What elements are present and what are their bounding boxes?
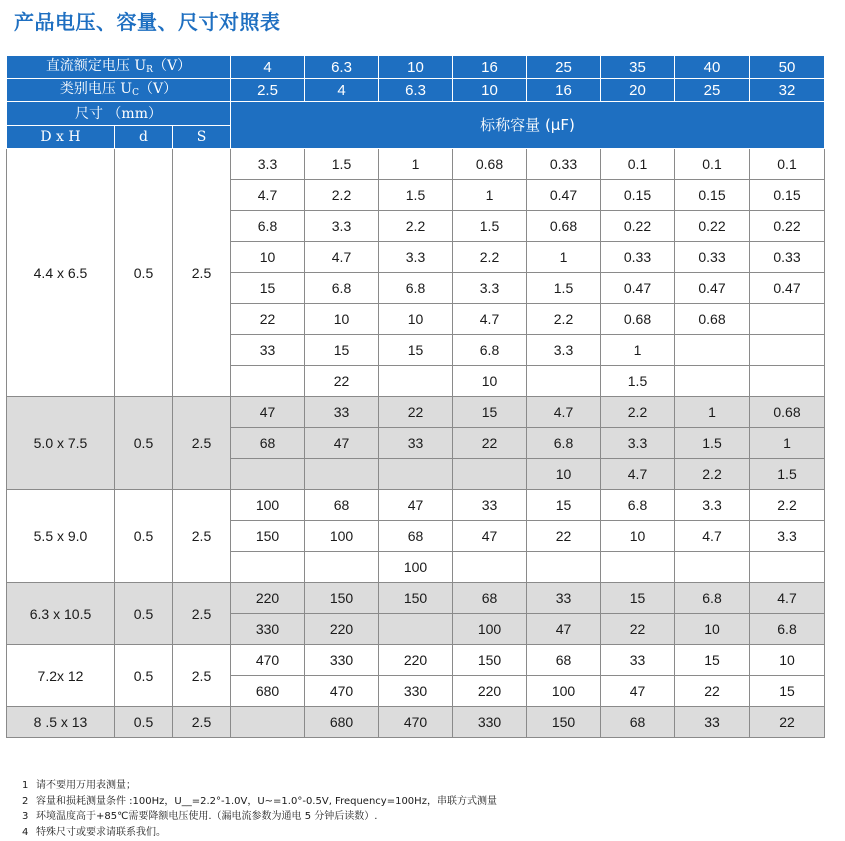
note-text: 容量和损耗测量条件 :100Hz，U__=2.2°-1.0V，U~=1.0°-0.5V, Frequency=100Hz，串联方式测量 (36, 795, 497, 807)
size-group (7, 583, 825, 645)
capacitance-cell: 1.5 (305, 149, 379, 180)
capacitance-cell: 22 (305, 366, 379, 397)
capacitance-cell: 4.7 (231, 180, 305, 211)
capacitance-cell: 3.3 (675, 490, 750, 521)
capacitance-cell: 2.2 (750, 490, 825, 521)
capacitance-cell (750, 304, 825, 335)
capacitance-cell (527, 552, 601, 583)
capacitance-cell: 10 (601, 521, 675, 552)
rated-voltage-row (7, 56, 825, 79)
table-row (7, 645, 825, 676)
capacitance-cell: 15 (453, 397, 527, 428)
capacitance-cell (675, 552, 750, 583)
capacitance-cell: 150 (527, 707, 601, 738)
capacitance-cell: 100 (305, 521, 379, 552)
rated-voltage-cell: 35 (601, 56, 675, 79)
capacitance-cell: 22 (601, 614, 675, 645)
capacitance-cell: 10 (527, 459, 601, 490)
capacitance-cell: 6.8 (379, 273, 453, 304)
capacitance-cell: 33 (527, 583, 601, 614)
col-s: S (173, 126, 231, 149)
capacitance-cell: 22 (231, 304, 305, 335)
capacitance-cell: 0.33 (675, 242, 750, 273)
capacitance-cell: 0.33 (527, 149, 601, 180)
lead-spacing-cell: 2.5 (173, 583, 231, 645)
capacitance-cell: 0.15 (601, 180, 675, 211)
table-row (7, 397, 825, 428)
capacitance-cell: 3.3 (305, 211, 379, 242)
capacitance-cell: 22 (675, 676, 750, 707)
capacitance-cell: 1.5 (750, 459, 825, 490)
table-header (7, 56, 825, 149)
capacitance-cell: 2.2 (675, 459, 750, 490)
lead-diameter-cell: 0.5 (115, 149, 173, 397)
capacitance-cell: 0.68 (675, 304, 750, 335)
category-voltage-cell: 4 (305, 79, 379, 102)
capacitance-cell: 22 (379, 397, 453, 428)
capacitance-cell: 15 (527, 490, 601, 521)
capacitance-cell: 10 (750, 645, 825, 676)
capacitance-cell (453, 552, 527, 583)
capacitance-cell: 2.2 (527, 304, 601, 335)
category-voltage-cell: 25 (675, 79, 750, 102)
rated-voltage-cell: 4 (231, 56, 305, 79)
capacitance-cell (379, 366, 453, 397)
capacitance-cell: 3.3 (750, 521, 825, 552)
note-text: 特殊尺寸或要求请联系我们。 (36, 826, 166, 838)
capacitance-cell: 150 (379, 583, 453, 614)
col-dxh: D x H (7, 126, 115, 149)
capacitance-cell: 47 (379, 490, 453, 521)
capacitance-cell: 680 (305, 707, 379, 738)
category-voltage-cell: 6.3 (379, 79, 453, 102)
capacitance-cell: 0.1 (675, 149, 750, 180)
capacitance-cell: 0.68 (527, 211, 601, 242)
capacitance-cell: 0.47 (750, 273, 825, 304)
capacitance-cell: 330 (379, 676, 453, 707)
lead-spacing-cell: 2.5 (173, 645, 231, 707)
capacitance-cell: 10 (453, 366, 527, 397)
capacitance-cell: 0.1 (750, 149, 825, 180)
lead-spacing-cell: 2.5 (173, 149, 231, 397)
col-d: d (115, 126, 173, 149)
capacitance-cell: 3.3 (379, 242, 453, 273)
capacitance-cell: 4.7 (453, 304, 527, 335)
note-text: 环境温度高于+85℃需要降额电压使用.（漏电流参数为通电 5 分钟后读数）. (36, 811, 378, 822)
capacitance-cell: 4.7 (527, 397, 601, 428)
capacitance-cell: 330 (305, 645, 379, 676)
capacitance-cell (231, 366, 305, 397)
notes (22, 778, 497, 840)
capacitance-cell (305, 552, 379, 583)
category-voltage-cell: 10 (453, 79, 527, 102)
lead-spacing-cell: 2.5 (173, 490, 231, 583)
capacitance-cell: 1.5 (453, 211, 527, 242)
capacitance-cell: 68 (527, 645, 601, 676)
size-label-row (7, 102, 825, 126)
capacitance-cell: 2.2 (453, 242, 527, 273)
capacitance-cell: 470 (379, 707, 453, 738)
capacitance-cell: 220 (231, 583, 305, 614)
category-voltage-cell: 20 (601, 79, 675, 102)
capacitance-cell: 6.8 (675, 583, 750, 614)
capacitance-cell: 150 (453, 645, 527, 676)
capacitance-cell: 6.8 (750, 614, 825, 645)
note-number: 4 (22, 826, 29, 838)
capacitance-cell (231, 707, 305, 738)
capacitance-cell: 330 (453, 707, 527, 738)
capacitance-cell: 220 (453, 676, 527, 707)
rated-voltage-cell: 40 (675, 56, 750, 79)
lead-spacing-cell: 2.5 (173, 707, 231, 738)
capacitance-cell: 47 (601, 676, 675, 707)
capacitance-cell (750, 552, 825, 583)
capacitance-cell: 68 (231, 428, 305, 459)
capacitance-cell: 0.15 (675, 180, 750, 211)
table-row (7, 490, 825, 521)
capacitance-cell: 0.22 (750, 211, 825, 242)
rated-voltage-cell: 50 (750, 56, 825, 79)
capacitance-cell: 15 (305, 335, 379, 366)
capacitance-cell: 0.68 (601, 304, 675, 335)
capacitance-cell: 33 (379, 428, 453, 459)
capacitance-cell: 1 (601, 335, 675, 366)
capacitance-cell: 220 (305, 614, 379, 645)
capacitance-cell: 10 (379, 304, 453, 335)
size-cell: 5.0 x 7.5 (7, 397, 115, 490)
capacitance-cell: 0.47 (675, 273, 750, 304)
note-number: 1 (22, 780, 29, 791)
capacitance-cell (453, 459, 527, 490)
category-voltage-cell: 32 (750, 79, 825, 102)
size-cell: 5.5 x 9.0 (7, 490, 115, 583)
note-text: 请不要用万用表测量； (36, 780, 136, 791)
capacitance-cell: 10 (675, 614, 750, 645)
capacitance-cell: 6.8 (305, 273, 379, 304)
capacitance-cell: 68 (601, 707, 675, 738)
capacitance-cell: 0.47 (601, 273, 675, 304)
capacitance-cell (750, 335, 825, 366)
capacitance-cell: 1 (379, 149, 453, 180)
capacitance-cell: 1.5 (601, 366, 675, 397)
capacitance-cell: 680 (231, 676, 305, 707)
capacitance-cell: 6.8 (527, 428, 601, 459)
capacitance-cell (379, 614, 453, 645)
size-group (7, 707, 825, 738)
size-group (7, 397, 825, 490)
capacitance-cell: 68 (453, 583, 527, 614)
lead-spacing-cell: 2.5 (173, 397, 231, 490)
page-title: 产品电压、容量、尺寸对照表 (14, 10, 281, 34)
capacitance-cell (231, 459, 305, 490)
capacitance-cell (305, 459, 379, 490)
capacitance-cell: 1 (527, 242, 601, 273)
capacitance-cell (379, 459, 453, 490)
capacitance-cell: 22 (527, 521, 601, 552)
capacitance-cell (231, 552, 305, 583)
lead-diameter-cell: 0.5 (115, 645, 173, 707)
capacitance-cell: 47 (453, 521, 527, 552)
capacitance-cell: 4.7 (305, 242, 379, 273)
capacitance-cell (527, 366, 601, 397)
capacitance-label: 标称容量 (µF) (231, 102, 825, 149)
capacitance-cell (601, 552, 675, 583)
capacitance-cell: 0.1 (601, 149, 675, 180)
capacitance-cell: 470 (305, 676, 379, 707)
capacitance-cell: 15 (675, 645, 750, 676)
capacitance-cell (675, 366, 750, 397)
size-cell: 8 .5 x 13 (7, 707, 115, 738)
size-cell: 6.3 x 10.5 (7, 583, 115, 645)
capacitance-cell (750, 366, 825, 397)
note-line (22, 778, 497, 794)
table-row (7, 583, 825, 614)
table-row (7, 707, 825, 738)
capacitance-cell: 0.22 (601, 211, 675, 242)
capacitance-cell: 100 (527, 676, 601, 707)
capacitance-cell: 15 (231, 273, 305, 304)
capacitance-cell: 33 (305, 397, 379, 428)
capacitance-cell: 1.5 (379, 180, 453, 211)
capacitance-cell: 1.5 (527, 273, 601, 304)
capacitance-cell: 47 (527, 614, 601, 645)
capacitance-cell: 0.33 (601, 242, 675, 273)
capacitance-cell: 33 (601, 645, 675, 676)
capacitance-cell: 3.3 (601, 428, 675, 459)
capacitance-cell: 33 (453, 490, 527, 521)
rated-voltage-cell: 25 (527, 56, 601, 79)
rated-voltage-label: 直流额定电压 $U_R(V)$ (7, 56, 231, 79)
capacitance-cell: 1 (750, 428, 825, 459)
category-voltage-label: 类别电压 $U_C(V)$ (7, 79, 231, 102)
size-label: 尺寸 （mm） (7, 102, 231, 126)
note-line (22, 794, 497, 810)
capacitance-cell: 150 (231, 521, 305, 552)
size-group (7, 149, 825, 397)
capacitance-cell: 68 (305, 490, 379, 521)
capacitance-cell: 100 (231, 490, 305, 521)
rated-voltage-cell: 16 (453, 56, 527, 79)
capacitance-cell: 33 (675, 707, 750, 738)
note-line (22, 809, 497, 825)
capacitance-cell: 4.7 (750, 583, 825, 614)
rated-voltage-cell: 6.3 (305, 56, 379, 79)
capacitance-cell: 47 (231, 397, 305, 428)
capacitance-cell: 0.68 (750, 397, 825, 428)
capacitance-cell: 1 (453, 180, 527, 211)
capacitance-cell: 6.8 (601, 490, 675, 521)
capacitance-cell: 10 (305, 304, 379, 335)
capacitance-cell: 2.2 (601, 397, 675, 428)
table-row (7, 149, 825, 180)
category-voltage-cell: 2.5 (231, 79, 305, 102)
lead-diameter-cell: 0.5 (115, 490, 173, 583)
rated-voltage-cell: 10 (379, 56, 453, 79)
lead-diameter-cell: 0.5 (115, 707, 173, 738)
capacitance-cell: 6.8 (231, 211, 305, 242)
capacitance-cell: 0.33 (750, 242, 825, 273)
capacitance-cell: 33 (231, 335, 305, 366)
capacitance-cell: 10 (231, 242, 305, 273)
capacitance-cell: 3.3 (527, 335, 601, 366)
lead-diameter-cell: 0.5 (115, 397, 173, 490)
capacitance-cell: 3.3 (231, 149, 305, 180)
note-number: 2 (22, 795, 29, 807)
capacitance-cell (675, 335, 750, 366)
capacitance-cell: 1 (675, 397, 750, 428)
capacitance-cell: 2.2 (379, 211, 453, 242)
capacitance-cell: 100 (453, 614, 527, 645)
note-line (22, 825, 497, 841)
capacitance-cell: 22 (453, 428, 527, 459)
capacitance-cell: 15 (601, 583, 675, 614)
size-group (7, 645, 825, 707)
capacitance-cell: 2.2 (305, 180, 379, 211)
category-voltage-row (7, 79, 825, 102)
capacitance-cell: 220 (379, 645, 453, 676)
capacitance-cell: 3.3 (453, 273, 527, 304)
capacitance-cell: 0.22 (675, 211, 750, 242)
capacitance-cell: 6.8 (453, 335, 527, 366)
capacitance-cell: 15 (750, 676, 825, 707)
capacitance-cell: 150 (305, 583, 379, 614)
capacitance-cell: 22 (750, 707, 825, 738)
capacitance-cell: 1.5 (675, 428, 750, 459)
capacitance-cell: 330 (231, 614, 305, 645)
capacitance-cell: 100 (379, 552, 453, 583)
capacitance-cell: 0.47 (527, 180, 601, 211)
size-cell: 7.2x 12 (7, 645, 115, 707)
capacitance-cell: 0.68 (453, 149, 527, 180)
capacitance-cell: 4.7 (601, 459, 675, 490)
lead-diameter-cell: 0.5 (115, 583, 173, 645)
note-number: 3 (22, 811, 29, 822)
capacitance-cell: 68 (379, 521, 453, 552)
capacitance-cell: 0.15 (750, 180, 825, 211)
size-group (7, 490, 825, 583)
capacitance-cell: 4.7 (675, 521, 750, 552)
category-voltage-cell: 16 (527, 79, 601, 102)
spec-table (6, 55, 825, 738)
capacitance-cell: 470 (231, 645, 305, 676)
capacitance-cell: 15 (379, 335, 453, 366)
capacitance-cell: 47 (305, 428, 379, 459)
size-cell: 4.4 x 6.5 (7, 149, 115, 397)
